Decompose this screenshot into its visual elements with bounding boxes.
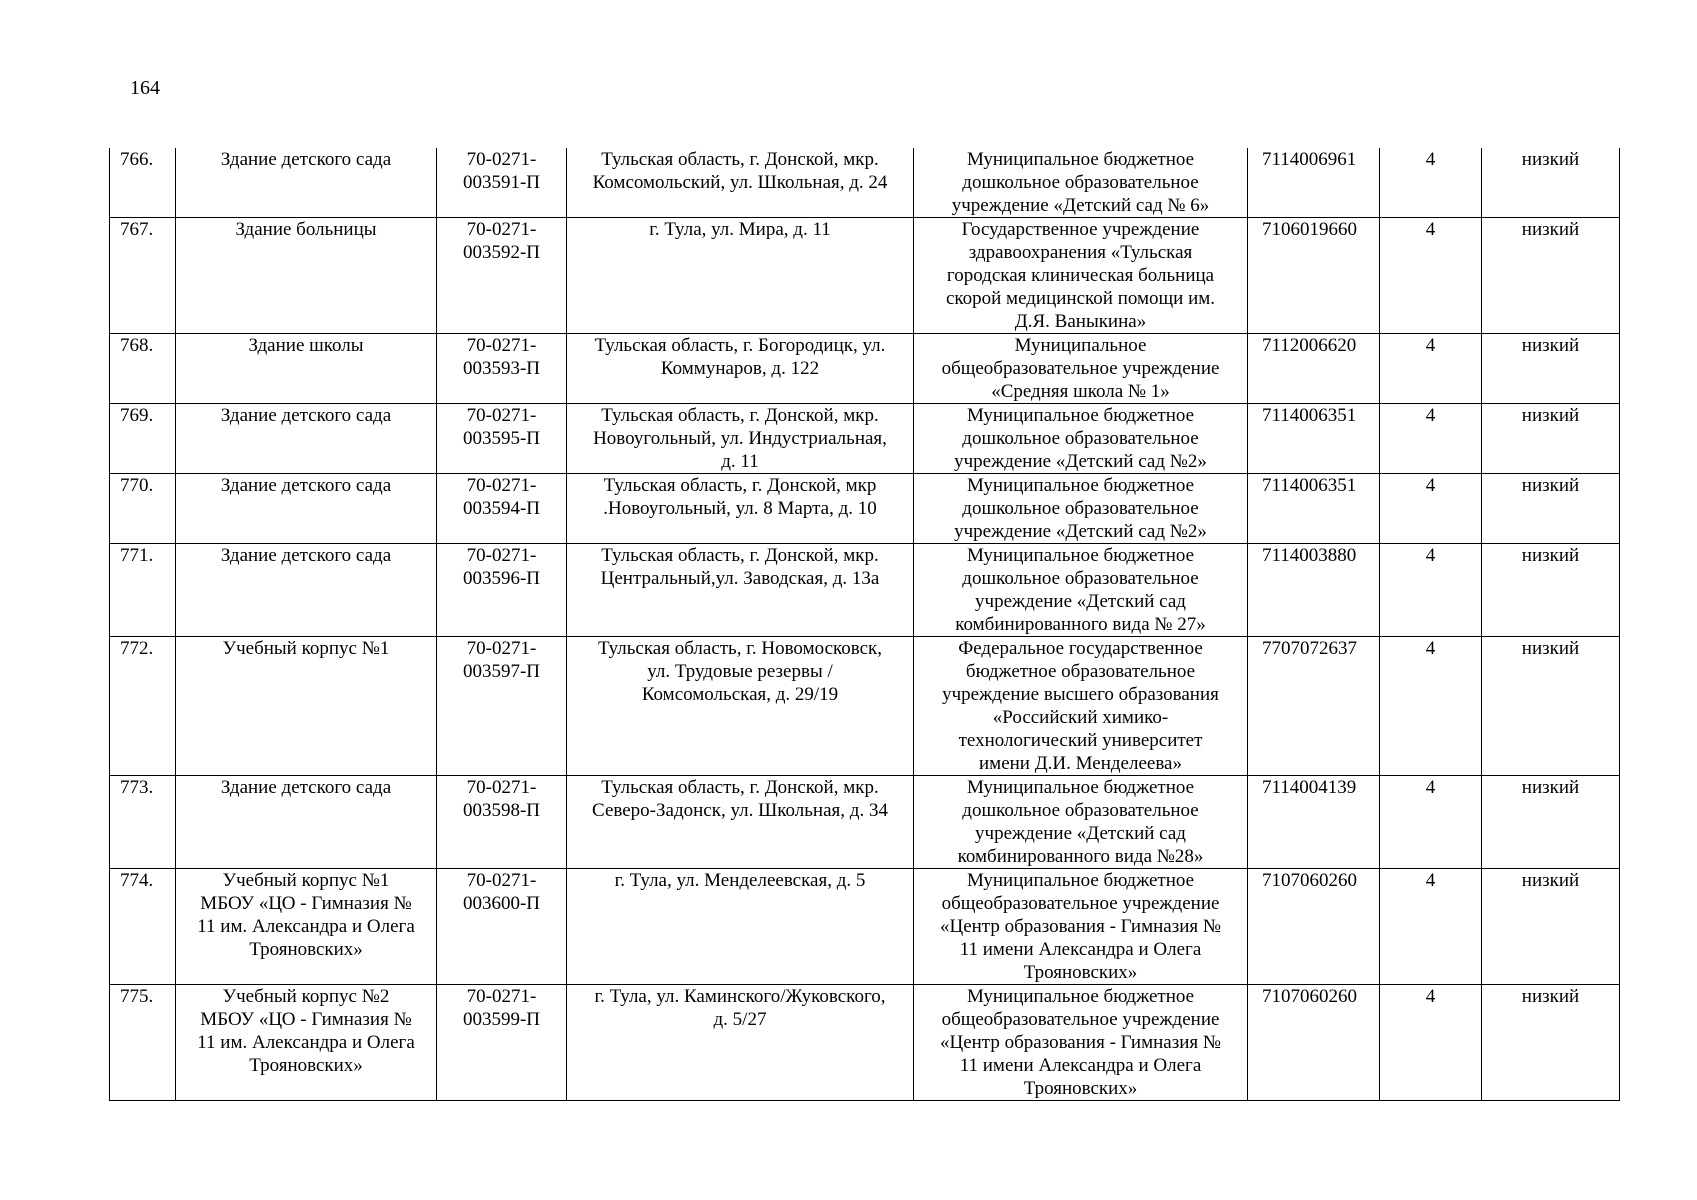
inn-value: 7114006961 [1262,149,1357,170]
row-number-cell [110,334,176,404]
registry-code: 70-0271- 003599-П [462,986,541,1030]
inn-value: 7106019660 [1262,219,1357,240]
address-cell [567,869,914,985]
risk-cell [1482,334,1620,404]
organization-cell [914,334,1248,404]
registry-code: 70-0271- 003593-П [462,335,541,379]
registry-code-cell [437,404,567,474]
category-cell [1380,544,1482,637]
organization-cell [914,474,1248,544]
registry-code-cell [437,985,567,1101]
object-address: Тульская область, г. Донской, мкр. Северо-Задонск, ул. Школьная, д. 34 [592,777,888,821]
inn-value: 7112006620 [1262,335,1357,356]
object-name: Здание детского сада [220,777,392,798]
object-name: Здание детского сада [220,405,392,426]
row-number-cell [110,218,176,334]
registry-table [109,148,1620,1101]
category-value: 4 [1425,219,1436,240]
row-number-cell [110,148,176,218]
category-value: 4 [1425,777,1436,798]
risk-level: низкий [1521,870,1580,891]
category-value: 4 [1425,638,1436,659]
table-row [110,218,1620,334]
risk-level: низкий [1521,545,1580,566]
object-name-cell [176,148,437,218]
row-number-cell [110,776,176,869]
address-cell [567,637,914,776]
object-name-cell [176,985,437,1101]
object-address: Тульская область, г. Донской, мкр .Новоугольный, ул. 8 Марта, д. 10 [603,475,877,519]
registry-code: 70-0271- 003595-П [462,405,541,449]
risk-cell [1482,218,1620,334]
category-value: 4 [1425,335,1436,356]
category-value: 4 [1425,149,1436,170]
inn-cell [1248,985,1380,1101]
object-name: Учебный корпус №1 [222,638,390,659]
risk-cell [1482,985,1620,1101]
address-cell [567,148,914,218]
object-name: Здание детского сада [220,475,392,496]
object-name-cell [176,637,437,776]
object-address: Тульская область, г. Новомосковск, ул. Трудовые резервы / Комсомольская, д. 29/19 [597,638,883,705]
registry-code-cell [437,334,567,404]
address-cell [567,776,914,869]
category-cell [1380,985,1482,1101]
row-number: 768. [120,335,154,356]
object-name: Учебный корпус №1 МБОУ «ЦО - Гимназия № 11 им. Александра и Олега Трояновских» [197,870,415,960]
inn-value: 7114004139 [1262,777,1357,798]
category-value: 4 [1425,986,1436,1007]
address-cell [567,474,914,544]
address-cell [567,334,914,404]
organization-cell [914,544,1248,637]
risk-cell [1482,776,1620,869]
address-cell [567,218,914,334]
table-row [110,404,1620,474]
row-number-cell [110,404,176,474]
object-name-cell [176,869,437,985]
table-row [110,334,1620,404]
table-row [110,637,1620,776]
row-number-cell [110,985,176,1101]
address-cell [567,985,914,1101]
organization-cell [914,985,1248,1101]
registry-code-cell [437,637,567,776]
organization-cell [914,637,1248,776]
risk-level: низкий [1521,777,1580,798]
category-value: 4 [1425,545,1436,566]
row-number: 774. [120,870,154,891]
category-value: 4 [1425,475,1436,496]
category-value: 4 [1425,405,1436,426]
risk-cell [1482,544,1620,637]
registry-code: 70-0271- 003598-П [462,777,541,821]
category-cell [1380,637,1482,776]
object-name-cell [176,334,437,404]
row-number: 770. [120,475,154,496]
organization-name: Муниципальное бюджетное дошкольное образовательное учреждение «Детский сад комбинированного вида № 27» [955,545,1206,635]
organization-name: Муниципальное бюджетное дошкольное образовательное учреждение «Детский сад №2» [954,475,1207,542]
registry-code-cell [437,776,567,869]
category-value: 4 [1425,870,1436,891]
registry-code-cell [437,544,567,637]
address-cell [567,404,914,474]
category-cell [1380,776,1482,869]
category-cell [1380,404,1482,474]
registry-code: 70-0271- 003591-П [462,149,541,193]
object-name-cell [176,218,437,334]
object-name-cell [176,544,437,637]
inn-cell [1248,869,1380,985]
table-row [110,474,1620,544]
row-number: 769. [120,405,154,426]
inn-cell [1248,474,1380,544]
row-number: 775. [120,986,154,1007]
object-address: г. Тула, ул. Каминского/Жуковского, д. 5/27 [594,986,886,1030]
row-number-cell [110,474,176,544]
risk-cell [1482,869,1620,985]
risk-level: низкий [1521,335,1580,356]
risk-cell [1482,404,1620,474]
organization-name: Государственное учреждение здравоохранения «Тульская городская клиническая больница скорой медицинской помощи им. Д.Я. Ваныкина» [945,219,1216,332]
object-name-cell [176,404,437,474]
risk-level: низкий [1521,219,1580,240]
inn-cell [1248,544,1380,637]
table-row [110,544,1620,637]
risk-level: низкий [1521,986,1580,1007]
row-number-cell [110,637,176,776]
inn-cell [1248,776,1380,869]
organization-cell [914,218,1248,334]
registry-code-cell [437,474,567,544]
inn-value: 7707072637 [1262,638,1357,659]
row-number: 771. [120,545,154,566]
inn-cell [1248,404,1380,474]
organization-cell [914,869,1248,985]
object-address: Тульская область, г. Донской, мкр. Центральный,ул. Заводская, д. 13а [600,545,880,589]
category-cell [1380,334,1482,404]
row-number: 772. [120,638,154,659]
inn-value: 7114006351 [1262,405,1357,426]
inn-cell [1248,637,1380,776]
organization-cell [914,404,1248,474]
table-row [110,985,1620,1101]
inn-cell [1248,148,1380,218]
object-address: Тульская область, г. Донской, мкр. Новоугольный, ул. Индустриальная, д. 11 [593,405,887,472]
object-name-cell [176,776,437,869]
organization-name: Муниципальное бюджетное общеобразовательное учреждение «Центр образования - Гимназия № 11 имени Александра и Олега Трояновских» [939,870,1221,983]
category-cell [1380,869,1482,985]
object-name: Учебный корпус №2 МБОУ «ЦО - Гимназия № 11 им. Александра и Олега Трояновских» [197,986,415,1076]
risk-cell [1482,637,1620,776]
object-address: Тульская область, г. Богородицк, ул. Коммунаров, д. 122 [594,335,886,379]
registry-code: 70-0271- 003594-П [462,475,541,519]
organization-name: Муниципальное бюджетное дошкольное образовательное учреждение «Детский сад №2» [954,405,1207,472]
row-number: 773. [120,777,154,798]
registry-code: 70-0271- 003597-П [462,638,541,682]
risk-cell [1482,148,1620,218]
inn-value: 7107060260 [1262,870,1357,891]
category-cell [1380,148,1482,218]
organization-name: Муниципальное бюджетное общеобразовательное учреждение «Центр образования - Гимназия № 11 имени Александра и Олега Трояновских» [939,986,1221,1099]
table-row [110,776,1620,869]
object-address: Тульская область, г. Донской, мкр. Комсомольский, ул. Школьная, д. 24 [592,149,888,193]
registry-code: 70-0271- 003592-П [462,219,541,263]
row-number: 767. [120,219,154,240]
inn-cell [1248,218,1380,334]
registry-code-cell [437,869,567,985]
table-row [110,869,1620,985]
row-number: 766. [120,149,154,170]
organization-name: Муниципальное общеобразовательное учреждение «Средняя школа № 1» [941,335,1220,402]
risk-level: низкий [1521,149,1580,170]
table-row [110,148,1620,218]
object-name-cell [176,474,437,544]
category-cell [1380,474,1482,544]
risk-cell [1482,474,1620,544]
row-number-cell [110,869,176,985]
risk-level: низкий [1521,638,1580,659]
page-number: 164 [130,77,160,99]
organization-cell [914,148,1248,218]
risk-level: низкий [1521,475,1580,496]
object-name: Здание детского сада [220,545,392,566]
object-address: г. Тула, ул. Мира, д. 11 [649,219,831,240]
registry-code: 70-0271- 003596-П [462,545,541,589]
registry-code: 70-0271- 003600-П [462,870,541,914]
object-name: Здание школы [248,335,364,356]
object-name: Здание детского сада [220,149,392,170]
organization-cell [914,776,1248,869]
inn-cell [1248,334,1380,404]
registry-code-cell [437,148,567,218]
object-address: г. Тула, ул. Менделеевская, д. 5 [614,870,866,891]
registry-code-cell [437,218,567,334]
organization-name: Федеральное государственное бюджетное образовательное учреждение высшего образования «Российский химико- технологический университет имени Д.И. Менделеева» [942,638,1219,774]
inn-value: 7114003880 [1262,545,1357,566]
category-cell [1380,218,1482,334]
row-number-cell [110,544,176,637]
organization-name: Муниципальное бюджетное дошкольное образовательное учреждение «Детский сад комбинированного вида №28» [957,777,1204,867]
address-cell [567,544,914,637]
inn-value: 7107060260 [1262,986,1357,1007]
risk-level: низкий [1521,405,1580,426]
inn-value: 7114006351 [1262,475,1357,496]
organization-name: Муниципальное бюджетное дошкольное образовательное учреждение «Детский сад № 6» [951,149,1210,216]
object-name: Здание больницы [235,219,377,240]
